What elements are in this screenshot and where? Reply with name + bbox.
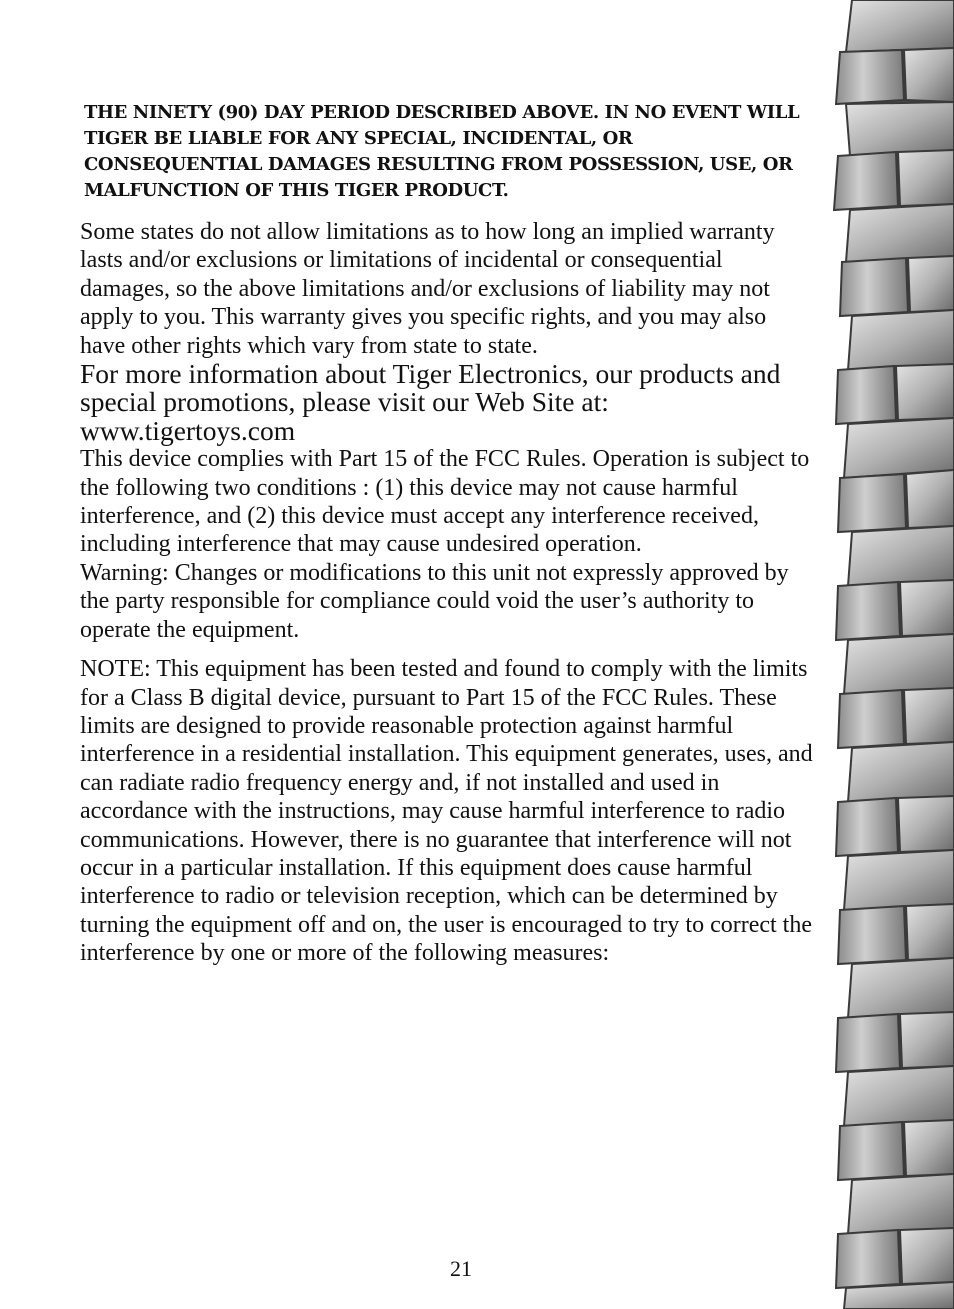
legal-body: [80, 218, 815, 968]
stone-wall-border: [832, 0, 954, 1309]
note-paragraph: NOTE: This equipment has been tested and found to comply with the limits for a Class B digital device, pursuant to Part 15 of the FCC Rules. These limits are designed to provide reasonable protection against harmful interference in a residential installation. This equipment generates, uses, and can radiate radio frequency energy and, if not installed and used in accordance with the instructions, may cause harmful interference to radio communications. However, there is no guarantee that interference will not occur in a particular installation. If this equipment does cause harmful interference to radio or television reception, which can be determined by turning the equipment off and on, the user is encouraged to try to correct the interference by one or more of the following measures:: [80, 656, 813, 967]
fcc-compliance-paragraph: This device complies with Part 15 of the FCC Rules. Operation is subject to the following two conditions : (1) this device may not cause harmful interference, and (2) this device must accept any interference received, including interference that may cause undesired operation.: [80, 446, 810, 558]
warning-paragraph: Warning: Changes or modifications to this unit not expressly approved by the party responsible for compliance could void the user’s authority to operate the equipment.: [80, 559, 789, 643]
more-information-paragraph: For more information about Tiger Electronics, our products and special promotions, please visit our Web Site at: www.tigertoys.com: [80, 358, 781, 446]
state-rights-paragraph: Some states do not allow limitations as to how long an implied warranty lasts and/or exclusions or limitations of incidental or consequential damages, so the above limitations and/or exclusions of liability may not apply to you. This warranty gives you specific rights, and you may also have other rights which vary from state to state.: [80, 219, 775, 359]
page-content: [80, 100, 815, 968]
page-number: 21: [450, 1256, 472, 1281]
stone-wall-icon: [832, 0, 954, 1309]
warranty-limitation-text: THE NINETY (90) DAY PERIOD DESCRIBED ABOVE. IN NO EVENT WILL TIGER BE LIABLE FOR ANY SPECIAL, INCIDENTAL, OR CONSEQUENTIAL DAMAGES RESULTING FROM POSSESSION, USE, OR MALFUNCTION OF THIS TIGER PRODUCT.: [84, 102, 800, 201]
